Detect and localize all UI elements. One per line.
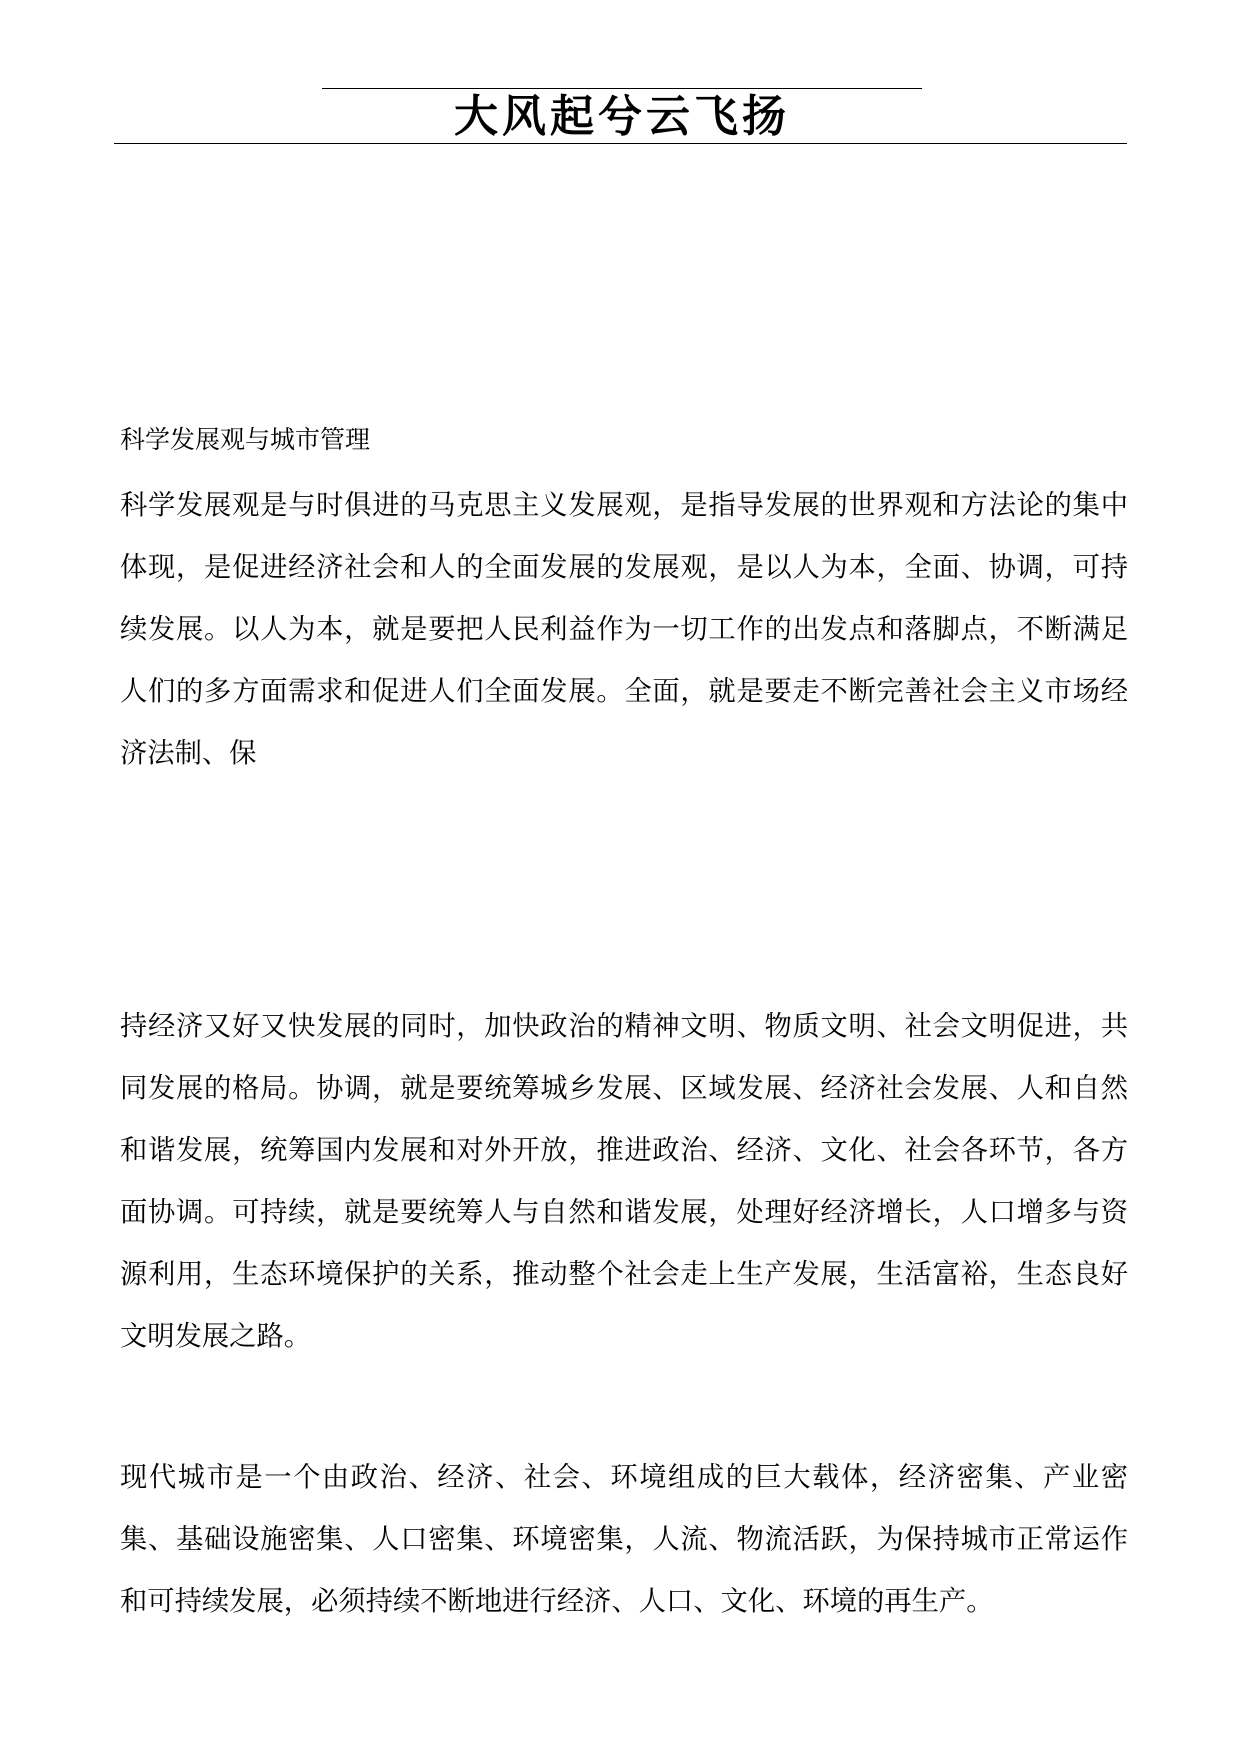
header-rule-top [322,88,922,89]
document-title: 科学发展观与城市管理 [120,425,371,454]
paragraph-3: 现代城市是一个由政治、经济、社会、环境组成的巨大载体，经济密集、产业密集、基础设施密集、人口密集、环境密集，人流、物流活跃，为保持城市正常运作和可持续发展，必须持续不断地进行经济、人口、文化、环境的再生产。 [120,1462,1128,1617]
paragraph-2: 持经济又好又快发展的同时，加快政治的精神文明、物质文明、社会文明促进，共同发展的格局。协调，就是要统筹城乡发展、区域发展、经济社会发展、人和自然和谐发展，统筹国内发展和对外开放，推进政治、经济、文化、社会各环节，各方面协调。可持续，就是要统筹人与自然和谐发展，处理好经济增长，人口增多与资源利用，生态环境保护的关系，推动整个社会走上生产发展，生活富裕，生态良好文明发展之路。 [120,1011,1128,1352]
paragraph-1: 科学发展观是与时俱进的马克思主义发展观，是指导发展的世界观和方法论的集中体现，是促进经济社会和人的全面发展的发展观，是以人为本，全面、协调，可持续发展。以人为本，就是要把人民利益作为一切工作的出发点和落脚点，不断满足人们的多方面需求和促进人们全面发展。全面，就是要走不断完善社会主义市场经济法制、保 [120,490,1128,769]
header-rule-bottom [114,143,1127,144]
header-banner: 大风起兮云飞扬 [454,91,790,142]
